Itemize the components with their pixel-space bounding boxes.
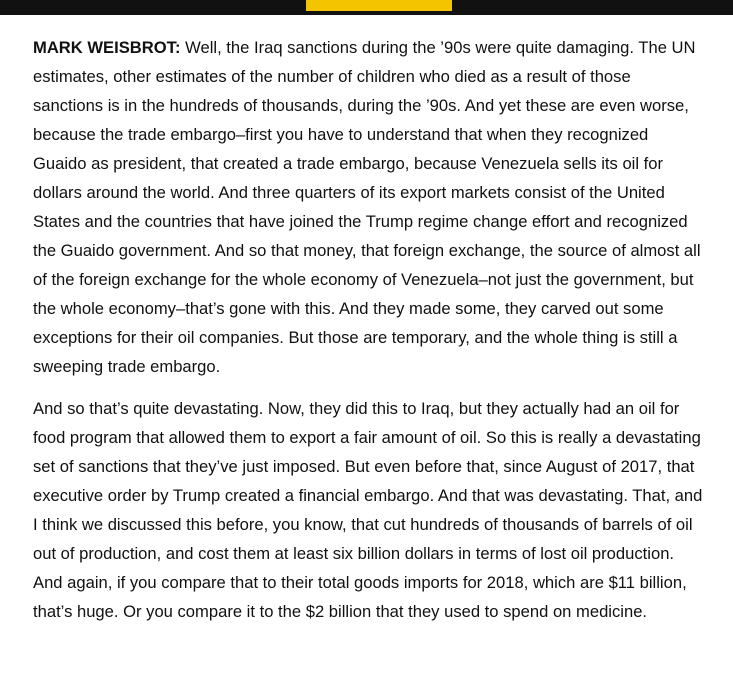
transcript-paragraph-2: And so that’s quite devastating. Now, they did this to Iraq, but they actually had an oil for food program that allowed them to export a fair amount of oil. So this is really a devastating set of sanctions that they’ve just imposed. But even before that, since August of 2017, that executive order by Trump created a financial embargo. And that was devastating. That, and I think we discussed this before, you know, that cut hundreds of thousands of barrels of oil out of production, and cost them at least six billion dollars in terms of lost oil production. And again, if you compare that to their total goods imports for 2018, which are $11 billion, that’s huge. Or you compare it to the $2 billion that they used to spend on medicine.: [33, 399, 703, 621]
transcript-paragraph-1: [33, 33, 705, 381]
header-accent-tab: [306, 0, 452, 11]
article-body: [33, 33, 705, 626]
speaker-name: MARK WEISBROT:: [33, 38, 181, 57]
paragraph-1-text: Well, the Iraq sanctions during the ’90s were quite damaging. The UN estimates, other estimates of the number of children who died as a result of those sanctions is in the hundreds of thousands, during the ’90s. And yet these are even worse, because the trade embargo–first you have to understand that when they recognized Guaido as president, that created a trade embargo, because Venezuela sells its oil for dollars around the world. And three quarters of its export markets consist of the United States and the countries that have joined the Trump regime change effort and recognized the Guaido government. And so that money, that foreign exchange, the source of almost all of the foreign exchange for the whole economy of Venezuela–not just the government, but the whole economy–that’s gone with this. And they made some, they carved out some exceptions for their oil companies. But those are temporary, and the whole thing is still a sweeping trade embargo.: [33, 38, 701, 376]
